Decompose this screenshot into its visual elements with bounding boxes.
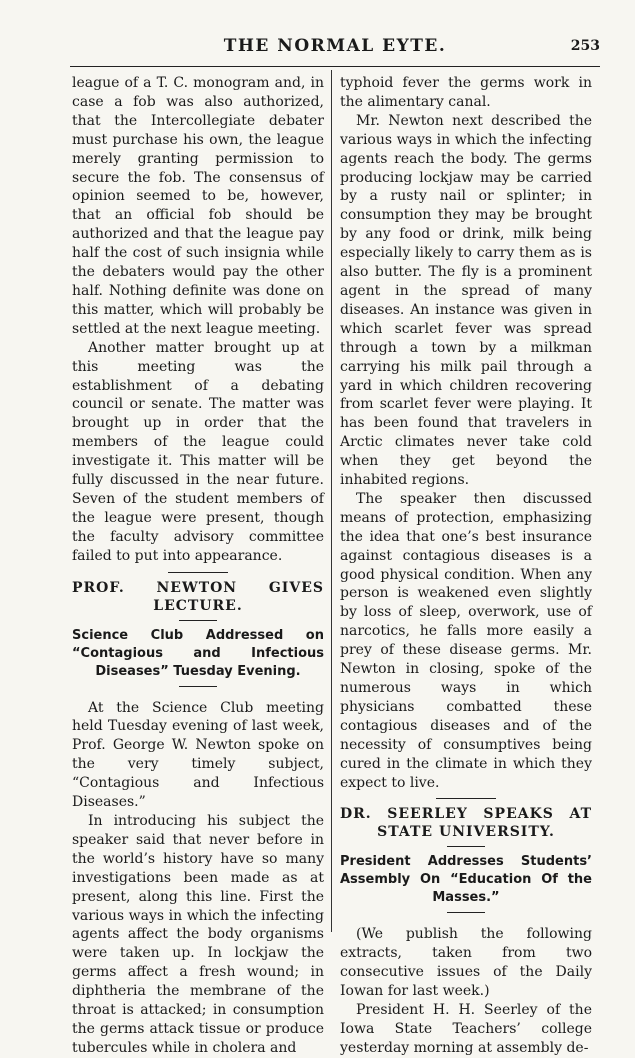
article-subhead: Science Club Addressed on “Contagious and Infectious Diseases” Tuesday Evening. <box>72 627 324 679</box>
article-paragraph: At the Science Club meeting held Tuesday evening of last week, Prof. George W. Newton spoke on the very timely subject, “Contagious and Infectious Diseases.” <box>72 699 324 811</box>
right-column <box>340 74 592 1058</box>
article-paragraph: President H. H. Seerley of the Iowa State Teachers’ college yesterday morning at assembly de- <box>340 1002 592 1056</box>
article-paragraph: Mr. Newton next described the various ways in which the infecting agents reach the body. The germs producing lockjaw may be carried by a rusty nail or splinter; in consumption they may be brought by any food or drink, milk being especially likely to carry them as is also butter. The fly is a prominent agent in the spread of many diseases. An instance was given in which scarlet fever was spread through a town by a milkman carrying his milk pail through a yard in which children recovering from scarlet fever were playing. It has been found that travelers in Arctic climates never take cold when they get beyond the inhabited regions. <box>340 112 592 489</box>
column-divider <box>331 70 332 932</box>
page-number: 253 <box>570 38 600 54</box>
journal-title: THE NORMAL EYTE. <box>223 36 447 56</box>
article-paragraph: typhoid fever the germs work in the alimentary canal. <box>340 75 592 110</box>
left-column <box>72 74 324 1058</box>
article-headline: DR. SEERLEY SPEAKS AT STATE UNIVERSITY. <box>340 806 592 841</box>
subhead-divider <box>447 912 485 913</box>
article-paragraph: (We publish the following extracts, taken from two consecutive issues of the Daily Iowan for last week.) <box>340 926 592 1000</box>
header-rule <box>70 66 600 67</box>
article-subhead: President Addresses Students’ Assembly On “Education Of the Masses.” <box>340 854 592 906</box>
article-headline: PROF. NEWTON GIVES LECTURE. <box>72 579 324 614</box>
headline-divider <box>447 846 485 847</box>
section-divider <box>436 798 496 799</box>
page-header <box>70 36 600 60</box>
section-divider <box>168 572 228 573</box>
subhead-divider <box>179 686 217 687</box>
headline-divider <box>179 620 217 621</box>
article-paragraph: The speaker then discussed means of protection, emphasizing the idea that one’s best insurance against contagious diseases is a good physical condition. When any person is weakened even slightly by loss of sleep, overwork, use of narcotics, he falls more easily a prey of these disease germs. Mr. Newton in closing, spoke of the numerous ways in which physicians combatted these contagious diseases and of the necessity of consumptives being cured in the climate in which they expect to live. <box>340 490 592 791</box>
article-paragraph: In introducing his subject the speaker said that never before in the world’s history have so many investigations been made as at present, along this line. First the various ways in which the infecting agents affect the body organisms were taken up. In lockjaw the germs affect a fresh wound; in diphtheria the membrane of the throat is attacked; in consumption the germs attack tissue or produce tubercules while in cholera and <box>72 813 324 1056</box>
article-paragraph: Another matter brought up at this meeting was the establishment of a debating council or senate. The matter was brought up in order that the members of the league could investigate it. This matter will be fully discussed in the near future. Seven of the student members of the league were present, though the faculty advisory committee failed to put into appearance. <box>72 339 324 564</box>
article-paragraph: league of a T. C. monogram and, in case a fob was also authorized, that the Intercollegiate debater must purchase his own, the league merely granting permission to secure the fob. The consensus of opinion seemed to be, however, that an official fob should be authorized and that the league pay half the cost of such insignia while the debaters would pay the other half. Nothing definite was done on this matter, which will probably be settled at the next league meeting. <box>72 75 324 337</box>
